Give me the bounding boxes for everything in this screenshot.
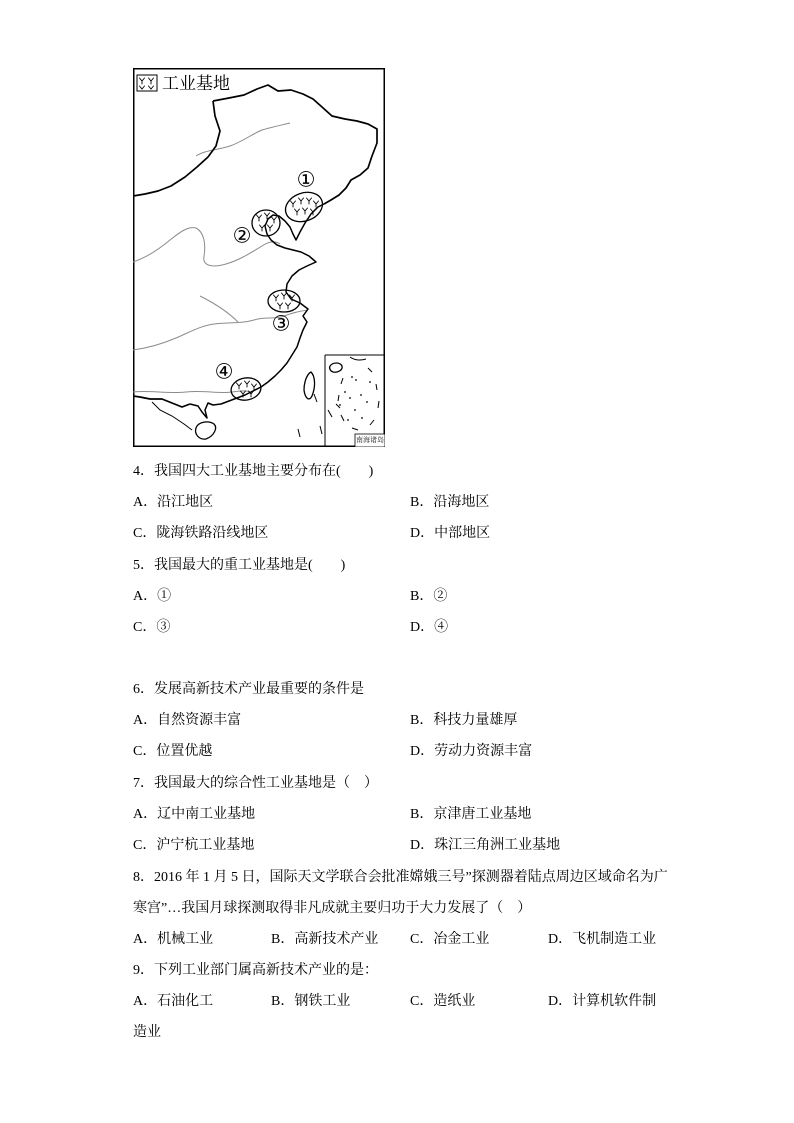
question-5-option-c: C．③ [133, 619, 171, 635]
marker-3: ③ [271, 311, 291, 336]
question-4-option-b: B．沿海地区 [410, 494, 490, 510]
river-han [200, 296, 238, 322]
question-7-option-c: C．沪宁杭工业基地 [133, 837, 255, 853]
question-5-option-d: D．④ [410, 619, 449, 635]
question-7-stem: 7．我国最大的综合性工业基地是（ ） [133, 775, 378, 791]
northeast-border [213, 85, 377, 204]
map-drawing [133, 68, 385, 447]
question-5-option-a: A．① [133, 588, 172, 604]
north-border [133, 101, 220, 196]
industrial-base-marks-3 [274, 293, 295, 309]
inset-label: 南海诸岛 [356, 436, 384, 444]
river-songhua [196, 123, 290, 156]
question-8-option-d: D．飞机制造工业 [548, 931, 657, 947]
marker-1: ① [296, 167, 316, 192]
question-8-option-b: B．高新技术产业 [271, 931, 379, 947]
question-7-option-d: D．珠江三角洲工业基地 [410, 837, 561, 853]
question-7-option-b: B．京津唐工业基地 [410, 806, 532, 822]
question-6-option-b: B．科技力量雄厚 [410, 712, 518, 728]
map-frame [134, 69, 385, 447]
marker-4: ④ [214, 359, 234, 384]
inset-coast-fragment [350, 357, 366, 360]
question-9-stem: 9．下列工业部门属高新技术产业的是： [133, 962, 378, 978]
question-9-option-c: C．造纸业 [410, 993, 476, 1009]
question-4-option-c: C．陇海铁路沿线地区 [133, 525, 269, 541]
question-6-option-a: A．自然资源丰富 [133, 712, 242, 728]
question-5-option-b: B．② [410, 588, 448, 604]
inset-boundary-dashes [338, 368, 379, 430]
question-8-option-a: A．机械工业 [133, 931, 214, 947]
industrial-base-map [133, 68, 385, 447]
river-pearl [133, 391, 250, 393]
question-9-options [133, 986, 663, 1048]
sea-boundary-dashes [298, 394, 340, 437]
legend-symbol-marks [140, 78, 154, 89]
inset-island-dots [339, 376, 371, 421]
marker-2: ② [232, 223, 252, 248]
southwest-border [133, 396, 190, 407]
legend-symbol-box [137, 75, 157, 91]
question-9-option-a: A．石油化工 [133, 993, 214, 1009]
question-8-option-c: C．冶金工业 [410, 931, 490, 947]
question-9-option-d: D．计算机软件制造业 [133, 993, 657, 1040]
question-8-stem-line-1: 8．2016 年 1 月 5 日，国际天文学联合会批准嫦娥三号”探测器着陆点周边区域命名为广 [133, 869, 668, 885]
industrial-base-area-1 [281, 187, 326, 226]
question-6-option-d: D．劳动力资源丰富 [410, 743, 533, 759]
inset-island [330, 363, 343, 372]
legend-label: 工业基地 [162, 74, 230, 93]
question-7-option-a: A．辽中南工业基地 [133, 806, 256, 822]
question-9-option-b: B．钢铁工业 [271, 993, 351, 1009]
question-4-stem: 4．我国四大工业基地主要分布在( ) [133, 463, 374, 479]
question-4-option-d: D．中部地区 [410, 525, 491, 541]
question-6-option-c: C．位置优越 [133, 743, 213, 759]
industrial-base-marks-1 [291, 198, 319, 215]
question-4-option-a: A．沿江地区 [133, 494, 214, 510]
hainan-island [196, 422, 216, 439]
taiwan-island [304, 372, 315, 399]
question-5-stem: 5．我国最大的重工业基地是( ) [133, 557, 346, 573]
question-8-stem-line-2: 寒宫”…我国月球探测取得非凡成就主要归功于大力发展了（ ） [133, 900, 532, 916]
question-6-stem: 6．发展高新技术产业最重要的条件是 [133, 681, 364, 697]
